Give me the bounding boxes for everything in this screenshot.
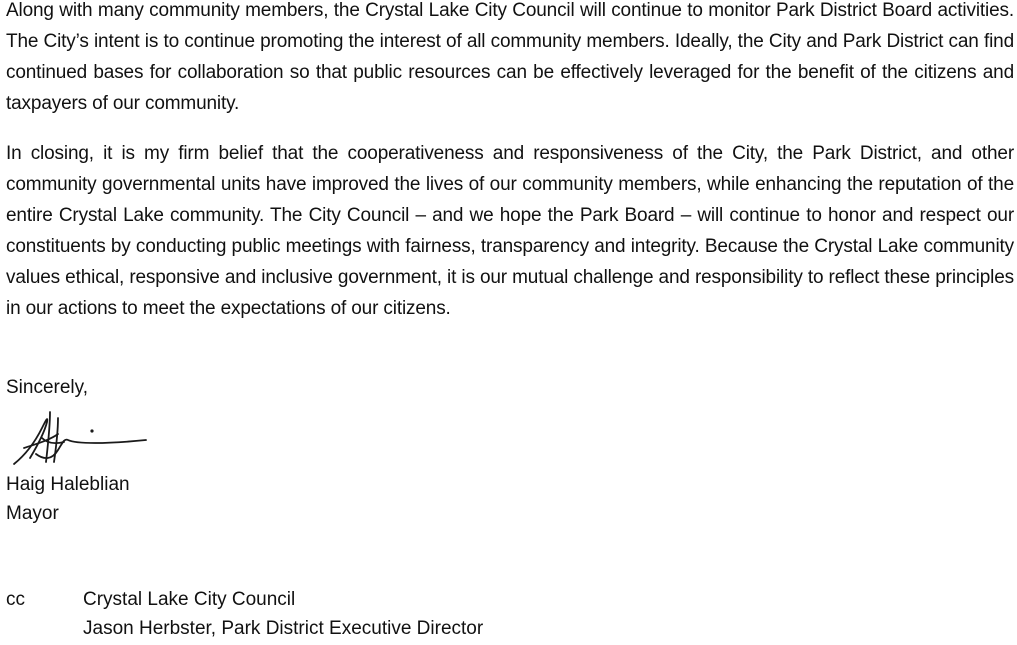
signer-title: Mayor (6, 503, 59, 524)
handwritten-signature-icon (6, 404, 156, 472)
body-paragraph-1: Along with many community members, the Crystal Lake City Council will continue to monitor Park District Board activities. The City’s intent is to continue promoting the interest of all community members. Ideally, the City and Park District can find continued bases for collaboration so that public resources can be effectively leveraged for the benefit of the citizens and taxpayers of our community. (6, 0, 1014, 114)
body-paragraph-2: In closing, it is my firm belief that the cooperativeness and responsiveness of the City, the Park District, and other community governmental units have improved the lives of our community members, while enhancing the reputation of the entire Crystal Lake community. The City Council – and we hope the Park Board – will continue to honor and respect our constituents by conducting public meetings with fairness, transparency and integrity. Because the Crystal Lake community values ethical, responsive and inclusive government, it is our mutual challenge and responsibility to reflect these principles in our actions to meet the expectations of our citizens. (6, 143, 1014, 319)
cc-recipient: Jason Herbster, Park District Executive Director (83, 618, 484, 639)
cc-recipient: Crystal Lake City Council (83, 589, 296, 610)
closing-salutation: Sincerely, (6, 377, 89, 398)
cc-label: cc (6, 589, 25, 610)
cc-recipient-list (83, 585, 483, 643)
signer-name: Haig Haleblian (6, 474, 130, 495)
